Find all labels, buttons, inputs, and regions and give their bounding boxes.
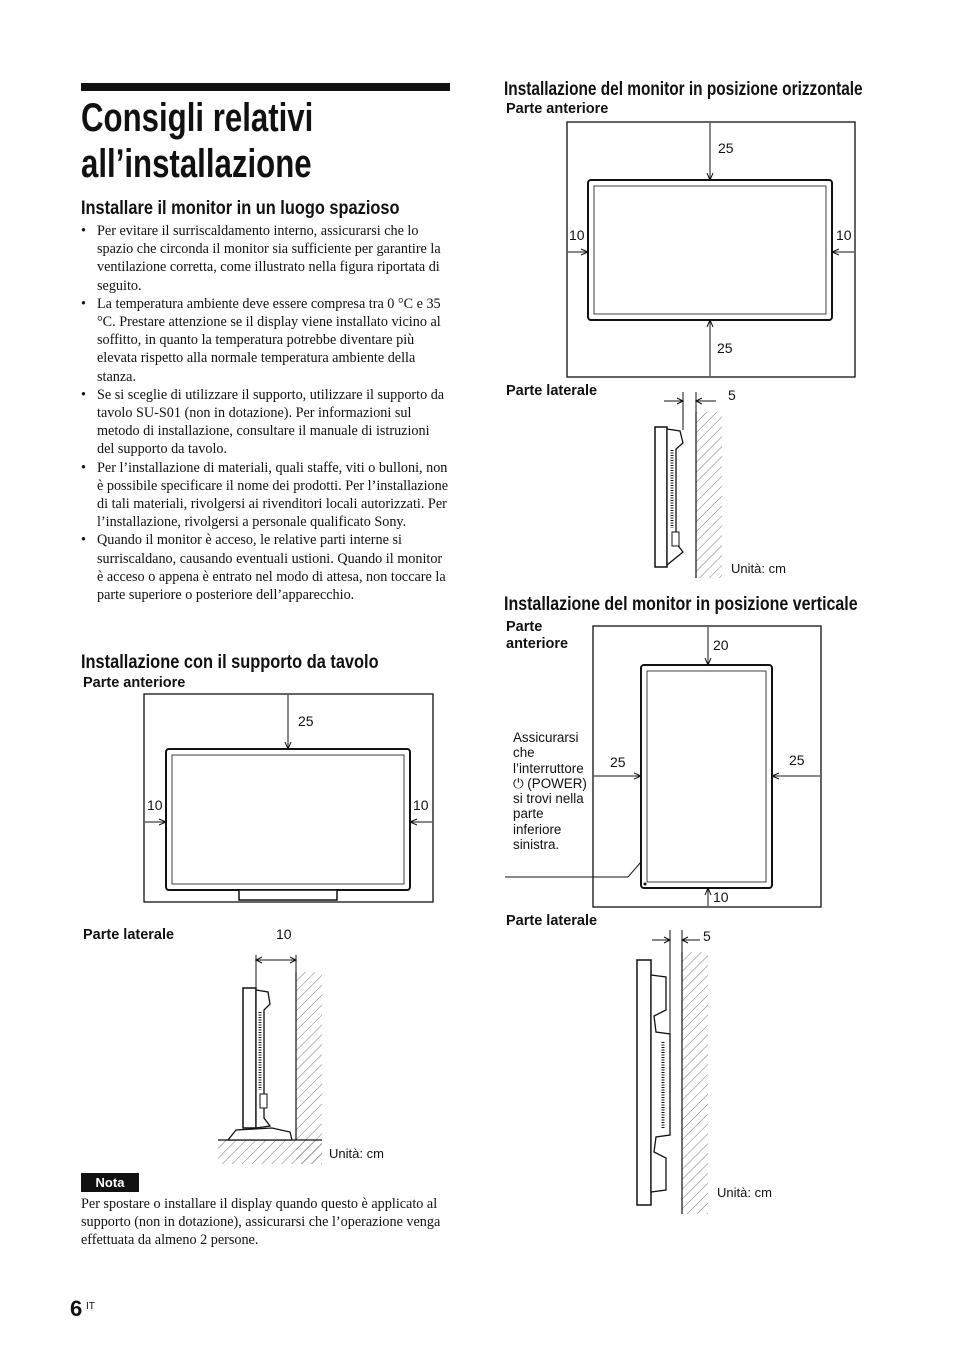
stand-side-label: Parte laterale xyxy=(83,927,175,943)
side-gap-value: 5 xyxy=(703,928,711,944)
bullet-item: • La temperatura ambiente deve essere compresa tra 0 °C e 35 °C. Prestare attenzione se il display viene installato vicino al soffitto, in quanto la temperatura potrebbe diventare più elevata rispetto alla normale temperatura ambiente della stanza. xyxy=(80,295,450,386)
side-gap-value: 5 xyxy=(728,387,736,403)
side-gap-value: 10 xyxy=(276,926,292,942)
horizontal-side-label: Parte laterale xyxy=(506,383,598,399)
unit-label: Unità: cm xyxy=(717,1185,772,1200)
page-lang: IT xyxy=(86,1301,95,1312)
dim-top-value: 25 xyxy=(298,713,314,729)
page-number: 6 xyxy=(70,1296,83,1321)
wall-hatch xyxy=(682,952,708,1214)
bullet-item: • Per l’installazione di materiali, quali staffe, viti o bulloni, non è possibile specificare il nome dei prodotti. Per l’installazione di tali materiali, rivolgersi ai rivenditori locali autorizzati. Per l’installazione, rivolgersi a personale qualificato Sony. xyxy=(80,459,450,532)
dim-left-value: 10 xyxy=(569,227,585,243)
page-title-line-1: Consigli relativi xyxy=(81,96,314,140)
unit-label: Unità: cm xyxy=(329,1146,384,1161)
vertical-side-label: Parte laterale xyxy=(506,913,598,929)
stand-front-label: Parte anteriore xyxy=(83,675,186,691)
dim-right-value: 25 xyxy=(789,752,805,768)
section-heading-spacious: Installare il monitor in un luogo spazioso xyxy=(81,197,400,219)
section-heading-horizontal: Installazione del monitor in posizione orizzontale xyxy=(504,78,863,100)
page-title-line-2: all’installazione xyxy=(81,142,312,186)
dim-right-value: 10 xyxy=(836,227,852,243)
vertical-front-label-line-2: anteriore xyxy=(506,636,569,652)
monitor-side xyxy=(637,960,651,1205)
dim-top-value: 20 xyxy=(713,637,729,653)
horizontal-front-label: Parte anteriore xyxy=(506,101,609,117)
section-heading-stand: Installazione con il supporto da tavolo xyxy=(81,651,379,673)
bullet-item: • Se si sceglie di utilizzare il supporto, utilizzare il supporto da tavolo SU-S01 (non in dotazione). Per informazioni sul metodo di installazione, consultare il manuale di istruzioni del supporto da tavolo. xyxy=(80,386,450,459)
nota-badge: Nota xyxy=(81,1173,139,1192)
dim-right-value: 10 xyxy=(413,797,429,813)
dim-left-value: 10 xyxy=(147,797,163,813)
section-heading-vertical: Installazione del monitor in posizione verticale xyxy=(504,593,858,615)
nota-text: Per spostare o installare il display quando questo è applicato al supporto (non in dotazione), assicurarsi che l’operazione venga effettuata da almeno 2 persone. xyxy=(81,1196,441,1249)
vertical-front-label-line-1: Parte xyxy=(506,619,543,635)
dim-top-value: 25 xyxy=(718,140,734,156)
bullet-item: • Quando il monitor è acceso, le relative parti interne si surriscaldano, causando eventuali ustioni. Quando il monitor è acceso o appena è entrato nel modo di attesa, non toccare la parte superiore o posteriore dell’apparecchio. xyxy=(80,531,450,604)
dim-bottom-value: 10 xyxy=(713,889,729,905)
bullet-item: • Per evitare il surriscaldamento interno, assicurarsi che lo spazio che circonda il monitor sia sufficiente per garantire la ventilazione corretta, come illustrato nella figura riportata di seguito. xyxy=(80,222,450,295)
monitor-back xyxy=(651,975,670,1192)
power-switch-note: Assicurarsi che l’interruttore ⏻ (POWER) si trovi nella parte inferiore sinistra. xyxy=(513,730,587,853)
dim-bottom-value: 25 xyxy=(717,340,733,356)
dim-left-value: 25 xyxy=(610,754,626,770)
unit-label: Unità: cm xyxy=(731,561,786,576)
